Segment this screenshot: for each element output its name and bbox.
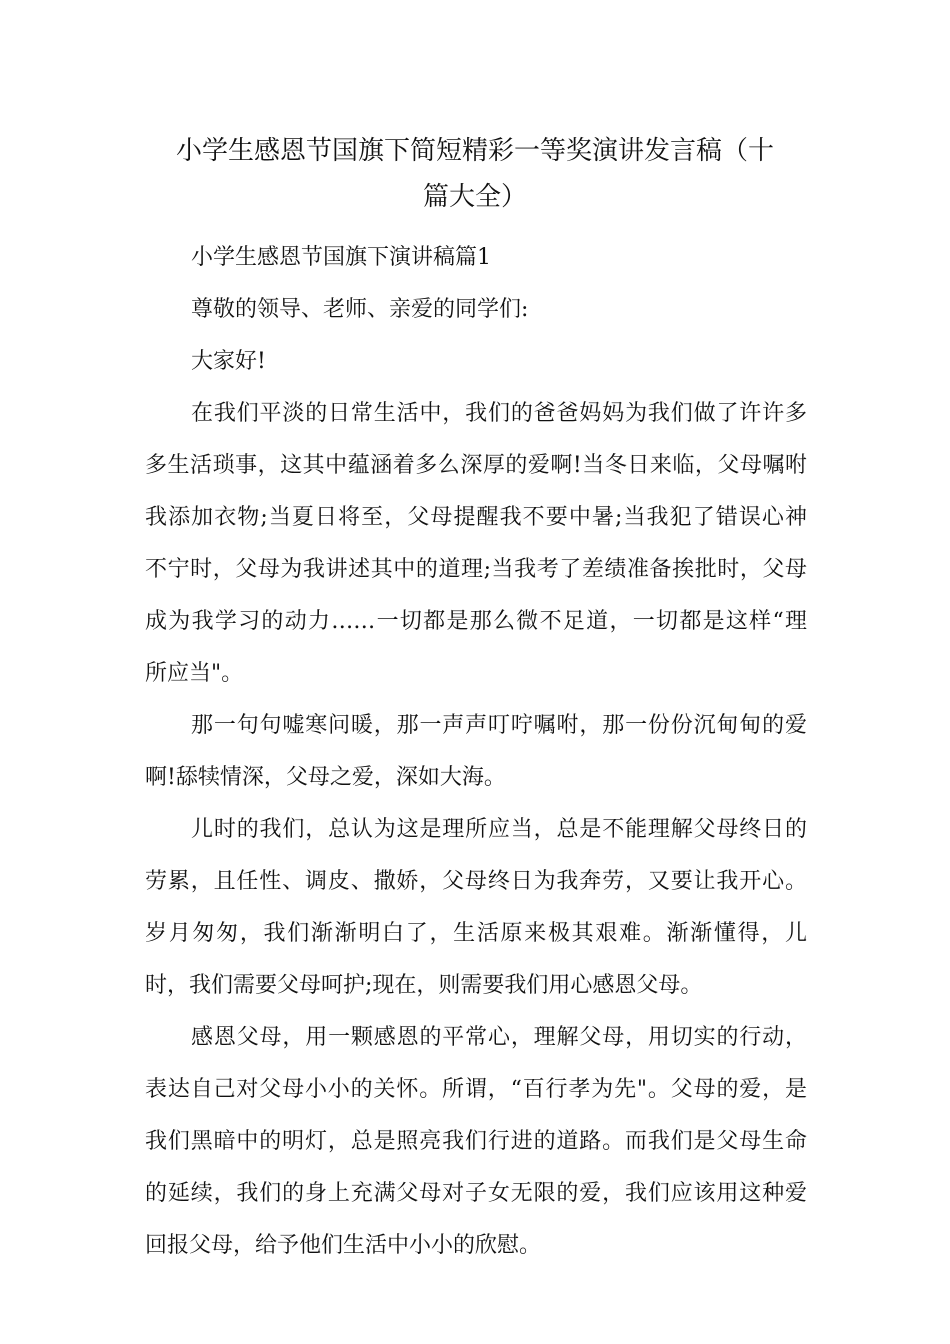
paragraph-line: 那一句句嘘寒问暖，那一声声叮咛嘱咐，那一份份沉甸甸的爱 <box>191 713 807 738</box>
paragraph-line: 我们黑暗中的明灯，总是照亮我们行进的道路。而我们是父母生命 <box>145 1129 807 1154</box>
title-line-1: 小学生感恩节国旗下简短精彩一等奖演讲发言稿（十 <box>175 136 774 166</box>
paragraph-line: 岁月匆匆，我们渐渐明白了，生活原来极其艰难。渐渐懂得，儿 <box>145 921 807 946</box>
paragraph-line: 时，我们需要父母呵护;现在，则需要我们用心感恩父母。 <box>145 973 703 998</box>
paragraph-line: 成为我学习的动力……一切都是那么微不足道，一切都是这样“理 <box>145 609 807 634</box>
paragraph-line: 儿时的我们，总认为这是理所应当，总是不能理解父母终日的 <box>191 817 807 842</box>
paragraph-line: 在我们平淡的日常生活中，我们的爸爸妈妈为我们做了许许多 <box>191 401 807 426</box>
paragraph-line: 所应当"。 <box>145 661 244 686</box>
document-title <box>140 128 810 220</box>
paragraph-line: 劳累，且任性、调皮、撒娇，父母终日为我奔劳，又要让我开心。 <box>145 869 807 894</box>
paragraph-4 <box>145 1012 807 1272</box>
paragraph-line: 的延续，我们的身上充满父母对子女无限的爱，我们应该用这种爱 <box>145 1181 807 1206</box>
paragraph-2 <box>145 700 807 804</box>
title-line-2: 篇大全） <box>422 182 527 212</box>
paragraph-line: 不宁时，父母为我讲述其中的道理;当我考了差绩准备挨批时，父母 <box>145 557 807 582</box>
paragraph-line: 多生活琐事，这其中蕴涵着多么深厚的爱啊!当冬日来临，父母嘱咐 <box>145 453 807 478</box>
greeting: 大家好! <box>191 349 266 374</box>
section-heading: 小学生感恩节国旗下演讲稿篇1 <box>191 245 491 270</box>
document-body <box>145 232 807 1272</box>
paragraph-line: 表达自己对父母小小的关怀。所谓，“百行孝为先"。父母的爱，是 <box>145 1077 807 1102</box>
paragraph-3 <box>145 804 807 1012</box>
paragraph-line: 感恩父母，用一颗感恩的平常心，理解父母，用切实的行动， <box>191 1025 807 1050</box>
paragraph-line: 我添加衣物;当夏日将至，父母提醒我不要中暑;当我犯了错误心神 <box>145 505 807 530</box>
paragraph-line: 啊!舔犊情深，父母之爱，深如大海。 <box>145 765 506 790</box>
paragraph-line: 回报父母，给予他们生活中小小的欣慰。 <box>145 1233 542 1258</box>
salutation: 尊敬的领导、老师、亲爱的同学们: <box>191 297 529 322</box>
paragraph-1 <box>145 388 807 700</box>
